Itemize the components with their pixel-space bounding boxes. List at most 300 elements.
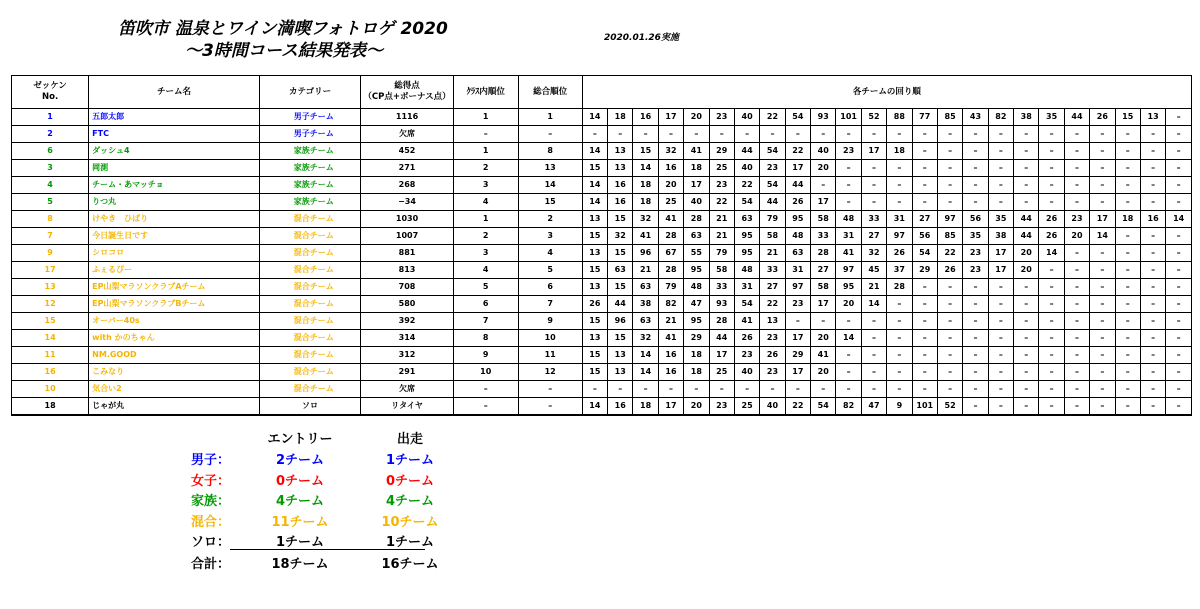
route-cell: – [1115,313,1140,330]
route-cell: – [1064,177,1089,194]
team-name-cell: 五郎太郎 [89,109,260,126]
route-cell: – [1166,313,1192,330]
route-cell: 28 [658,228,683,245]
route-cell: 15 [582,160,607,177]
category-cell: 家族チーム [259,177,361,194]
route-cell: – [1166,160,1192,177]
route-cell: 26 [785,194,810,211]
route-cell: – [1090,143,1115,160]
route-cell: – [937,143,962,160]
route-cell: 22 [937,245,962,262]
route-cell: – [1064,245,1089,262]
overall-rank-cell: 2 [518,211,582,228]
route-cell: – [684,381,709,398]
route-cell: 28 [887,279,912,296]
route-cell: 20 [1014,262,1039,279]
team-name-cell: FTC [89,126,260,143]
score-cell: 271 [361,160,453,177]
table-row [12,347,1192,364]
route-cell: 25 [709,160,734,177]
event-date: 2020.01.26実施 [604,33,679,43]
route-cell: 14 [633,160,658,177]
route-cell: 32 [658,143,683,160]
route-cell: – [988,330,1013,347]
route-cell: 54 [912,245,937,262]
overall-rank-cell: 7 [518,296,582,313]
route-cell: – [988,381,1013,398]
team-name-cell: シロコロ [89,245,260,262]
class-rank-cell: 2 [453,160,518,177]
route-cell: 15 [582,347,607,364]
route-cell: 16 [608,194,633,211]
route-cell: – [937,364,962,381]
route-cell: 54 [734,194,759,211]
class-rank-cell: 5 [453,279,518,296]
route-cell: 14 [633,347,658,364]
class-rank-cell: – [453,126,518,143]
route-cell: 18 [608,109,633,126]
header-score: 総得点 （CP点+ボーナス点） [361,76,453,109]
route-cell: 38 [1014,109,1039,126]
bib-cell: 8 [12,211,89,228]
summary-row [150,490,470,510]
category-cell: 混合チーム [259,211,361,228]
summary-total-row [150,553,470,573]
summary-label: 男子： [190,453,230,468]
route-cell: 17 [785,330,810,347]
overall-rank-cell: 12 [518,364,582,381]
summary-row [150,470,470,490]
route-cell: – [963,381,988,398]
route-cell: – [912,347,937,364]
route-cell: 27 [912,211,937,228]
route-cell: 82 [836,398,861,416]
route-cell: – [912,177,937,194]
route-cell: – [633,126,658,143]
route-cell: 20 [836,296,861,313]
route-cell: – [1039,126,1064,143]
route-cell: 33 [811,228,836,245]
route-cell: – [937,330,962,347]
route-cell: – [1090,126,1115,143]
route-cell: 96 [633,245,658,262]
route-cell: – [1115,126,1140,143]
route-cell: – [1140,262,1165,279]
route-cell: – [1014,160,1039,177]
route-cell: – [1039,313,1064,330]
route-cell: – [861,194,886,211]
score-cell: 881 [361,245,453,262]
route-cell: 20 [811,160,836,177]
route-cell: 97 [937,211,962,228]
category-cell: 混合チーム [259,364,361,381]
route-cell: 58 [760,228,785,245]
route-cell: – [1039,398,1064,416]
team-name-cell: EP山梨マラソンクラブAチーム [89,279,260,296]
bib-cell: 9 [12,245,89,262]
route-cell: 25 [658,194,683,211]
route-cell: – [1039,177,1064,194]
summary-label: 女子： [190,473,230,489]
class-rank-cell: 8 [453,330,518,347]
route-cell: 21 [709,211,734,228]
route-cell: 20 [811,330,836,347]
route-cell: – [988,126,1013,143]
route-cell: – [937,347,962,364]
route-cell: – [1140,296,1165,313]
route-cell: – [1115,296,1140,313]
route-cell: – [988,194,1013,211]
route-cell: 22 [734,177,759,194]
class-rank-cell: 7 [453,313,518,330]
route-cell: 85 [937,109,962,126]
route-cell: – [1064,313,1089,330]
route-cell: – [912,313,937,330]
route-cell: 35 [963,228,988,245]
route-cell: 23 [760,160,785,177]
route-cell: 44 [1014,228,1039,245]
route-cell: 26 [1039,228,1064,245]
route-cell: – [1090,364,1115,381]
route-cell: 25 [734,398,759,416]
route-cell: 17 [658,398,683,416]
summary-entry: 4チーム [275,494,325,509]
route-cell: 77 [912,109,937,126]
table-row [12,126,1192,143]
route-cell: – [734,381,759,398]
route-cell: 18 [1115,211,1140,228]
route-cell: – [887,364,912,381]
route-cell: – [1115,194,1140,211]
route-cell: 32 [633,330,658,347]
route-cell: 41 [734,313,759,330]
score-cell: 452 [361,143,453,160]
route-cell: 82 [988,109,1013,126]
class-rank-cell: 3 [453,177,518,194]
score-cell: 314 [361,330,453,347]
route-cell: 14 [582,194,607,211]
summary-row [150,449,470,469]
route-cell: 101 [836,109,861,126]
route-cell: – [861,364,886,381]
route-cell: 48 [684,279,709,296]
route-cell: – [912,194,937,211]
route-cell: 23 [734,347,759,364]
route-cell: 18 [633,398,658,416]
route-cell: – [988,177,1013,194]
route-cell: 63 [633,313,658,330]
bib-cell: 12 [12,296,89,313]
route-cell: – [912,143,937,160]
route-cell: 44 [608,296,633,313]
route-cell: – [1039,262,1064,279]
summary-start: 0チーム [385,473,435,489]
class-rank-cell: 6 [453,296,518,313]
route-cell: – [1140,364,1165,381]
route-cell: 97 [785,279,810,296]
route-cell: 27 [861,228,886,245]
summary-label: 混合： [190,514,230,530]
route-cell: – [1115,143,1140,160]
table-row [12,262,1192,279]
team-name-cell: with かのちゃん [89,330,260,347]
route-cell: – [861,126,886,143]
route-cell: 93 [811,109,836,126]
route-cell: – [963,330,988,347]
route-cell: 15 [608,245,633,262]
route-cell: 14 [582,177,607,194]
route-cell: – [963,177,988,194]
route-cell: – [1140,126,1165,143]
team-name-cell: 今日誕生日です [89,228,260,245]
route-cell: 56 [912,228,937,245]
route-cell: 47 [684,296,709,313]
summary-label: 家族： [190,494,230,509]
route-cell: 25 [709,364,734,381]
summary-entry: 1チーム [275,535,325,550]
route-cell: 18 [633,177,658,194]
route-cell: – [887,160,912,177]
route-cell: 23 [709,177,734,194]
route-cell: – [709,381,734,398]
score-cell: 1030 [361,211,453,228]
route-cell: – [1140,160,1165,177]
team-name-cell: けやき ひばり [89,211,260,228]
route-cell: – [836,347,861,364]
route-cell: – [1140,313,1165,330]
route-cell: 17 [785,364,810,381]
route-cell: – [1140,194,1165,211]
route-cell: 93 [709,296,734,313]
route-cell: – [1090,279,1115,296]
page-subtitle: ～3時間コース結果発表～ [185,41,383,61]
route-cell: 31 [836,228,861,245]
score-cell: 392 [361,313,453,330]
route-cell: 22 [709,194,734,211]
route-cell: 23 [760,364,785,381]
route-cell: – [582,126,607,143]
route-cell: 38 [633,296,658,313]
route-cell: 63 [734,211,759,228]
route-cell: – [1014,330,1039,347]
score-cell: 580 [361,296,453,313]
route-cell: 13 [608,160,633,177]
route-cell: – [1064,262,1089,279]
route-cell: 17 [709,347,734,364]
summary-start: 4チーム [385,494,435,509]
route-cell: – [811,381,836,398]
summary-start: 1チーム [385,453,435,468]
route-cell: – [963,143,988,160]
bib-cell: 6 [12,143,89,160]
route-cell: 37 [887,262,912,279]
route-cell: – [836,160,861,177]
route-cell: 26 [760,347,785,364]
route-cell: 18 [684,347,709,364]
route-cell: 13 [608,143,633,160]
route-cell: 26 [582,296,607,313]
route-cell: – [1064,364,1089,381]
route-cell: – [1166,381,1192,398]
route-cell: 16 [658,160,683,177]
route-cell: 31 [734,279,759,296]
table-row [12,109,1192,126]
route-cell: 27 [811,262,836,279]
score-cell: リタイヤ [361,398,453,416]
route-cell: – [963,279,988,296]
table-row [12,364,1192,381]
table-row [12,330,1192,347]
route-cell: 9 [887,398,912,416]
route-cell: – [1014,177,1039,194]
route-cell: – [1140,245,1165,262]
route-cell: – [836,126,861,143]
route-cell: 95 [684,313,709,330]
route-cell: 40 [734,109,759,126]
route-cell: – [1014,347,1039,364]
route-cell: – [1014,279,1039,296]
route-cell: 28 [811,245,836,262]
route-cell: 26 [734,330,759,347]
route-cell: 14 [861,296,886,313]
route-cell: 20 [658,177,683,194]
route-cell: – [608,126,633,143]
overall-rank-cell: 3 [518,228,582,245]
route-cell: 14 [1166,211,1192,228]
route-cell: – [1166,143,1192,160]
route-cell: 54 [785,109,810,126]
route-cell: 22 [760,296,785,313]
route-cell: 17 [811,194,836,211]
route-cell: – [582,381,607,398]
route-cell: – [887,177,912,194]
overall-rank-cell: 6 [518,279,582,296]
category-cell: 混合チーム [259,279,361,296]
overall-rank-cell: 13 [518,160,582,177]
route-cell: 23 [1064,211,1089,228]
route-cell: 26 [887,245,912,262]
route-cell: – [1039,330,1064,347]
route-cell: 16 [1140,211,1165,228]
route-cell: – [1014,296,1039,313]
team-name-cell: じゃが丸 [89,398,260,416]
route-cell: 40 [760,398,785,416]
category-cell: 混合チーム [259,245,361,262]
overall-rank-cell: 9 [518,313,582,330]
table-row [12,398,1192,416]
table-row [12,245,1192,262]
route-cell: 21 [709,228,734,245]
summary-entry: 2チーム [275,453,325,468]
route-cell: 88 [887,109,912,126]
route-cell: – [912,330,937,347]
route-cell: 44 [1064,109,1089,126]
route-cell: – [1090,381,1115,398]
route-cell: 15 [582,262,607,279]
class-rank-cell: 3 [453,245,518,262]
route-cell: 18 [633,194,658,211]
route-cell: 17 [684,177,709,194]
bib-cell: 14 [12,330,89,347]
route-cell: – [937,279,962,296]
route-cell: 22 [760,109,785,126]
route-cell: 17 [658,109,683,126]
route-cell: 16 [608,177,633,194]
team-name-cell: 岡測 [89,160,260,177]
route-cell: 22 [785,398,810,416]
summary-start: 10チーム [381,514,439,530]
route-cell: 41 [633,228,658,245]
route-cell: – [836,194,861,211]
route-cell: – [1064,279,1089,296]
route-cell: 14 [582,398,607,416]
route-cell: – [1115,330,1140,347]
route-cell: – [811,313,836,330]
route-cell: – [988,313,1013,330]
route-cell: – [887,126,912,143]
route-cell: 29 [785,347,810,364]
table-row [12,160,1192,177]
route-cell: 63 [633,279,658,296]
route-cell: 79 [709,245,734,262]
overall-rank-cell: 1 [518,109,582,126]
route-cell: 15 [582,228,607,245]
route-cell: 55 [684,245,709,262]
route-cell: – [937,194,962,211]
score-cell: 268 [361,177,453,194]
route-cell: – [1166,177,1192,194]
table-row [12,313,1192,330]
route-cell: – [887,296,912,313]
category-cell: 家族チーム [259,143,361,160]
route-cell: 47 [861,398,886,416]
route-cell: – [1039,143,1064,160]
route-cell: – [1039,296,1064,313]
team-name-cell: こみなり [89,364,260,381]
route-cell: – [963,160,988,177]
route-cell: 16 [633,109,658,126]
route-cell: 48 [785,228,810,245]
route-cell: 18 [684,364,709,381]
summary-start: 1チーム [385,535,435,550]
route-cell: 17 [811,296,836,313]
route-cell: 44 [734,143,759,160]
route-cell: – [1064,160,1089,177]
route-cell: – [912,160,937,177]
team-name-cell: EP山梨マラソンクラブBチーム [89,296,260,313]
route-cell: – [734,126,759,143]
route-cell: – [988,160,1013,177]
header-overall-rank: 総合順位 [518,76,582,109]
bib-cell: 5 [12,194,89,211]
score-cell: 1116 [361,109,453,126]
route-cell: – [1064,330,1089,347]
route-cell: – [1166,245,1192,262]
team-name-cell: ダッシュ4 [89,143,260,160]
route-cell: – [1140,143,1165,160]
route-cell: 16 [658,347,683,364]
route-cell: 48 [836,211,861,228]
class-rank-cell: 1 [453,211,518,228]
category-cell: 混合チーム [259,228,361,245]
route-cell: – [1090,262,1115,279]
route-cell: 21 [658,313,683,330]
header-bib: ゼッケン No. [12,76,89,109]
route-cell: – [1166,398,1192,416]
route-cell: 40 [684,194,709,211]
score-cell: −34 [361,194,453,211]
route-cell: – [1115,364,1140,381]
